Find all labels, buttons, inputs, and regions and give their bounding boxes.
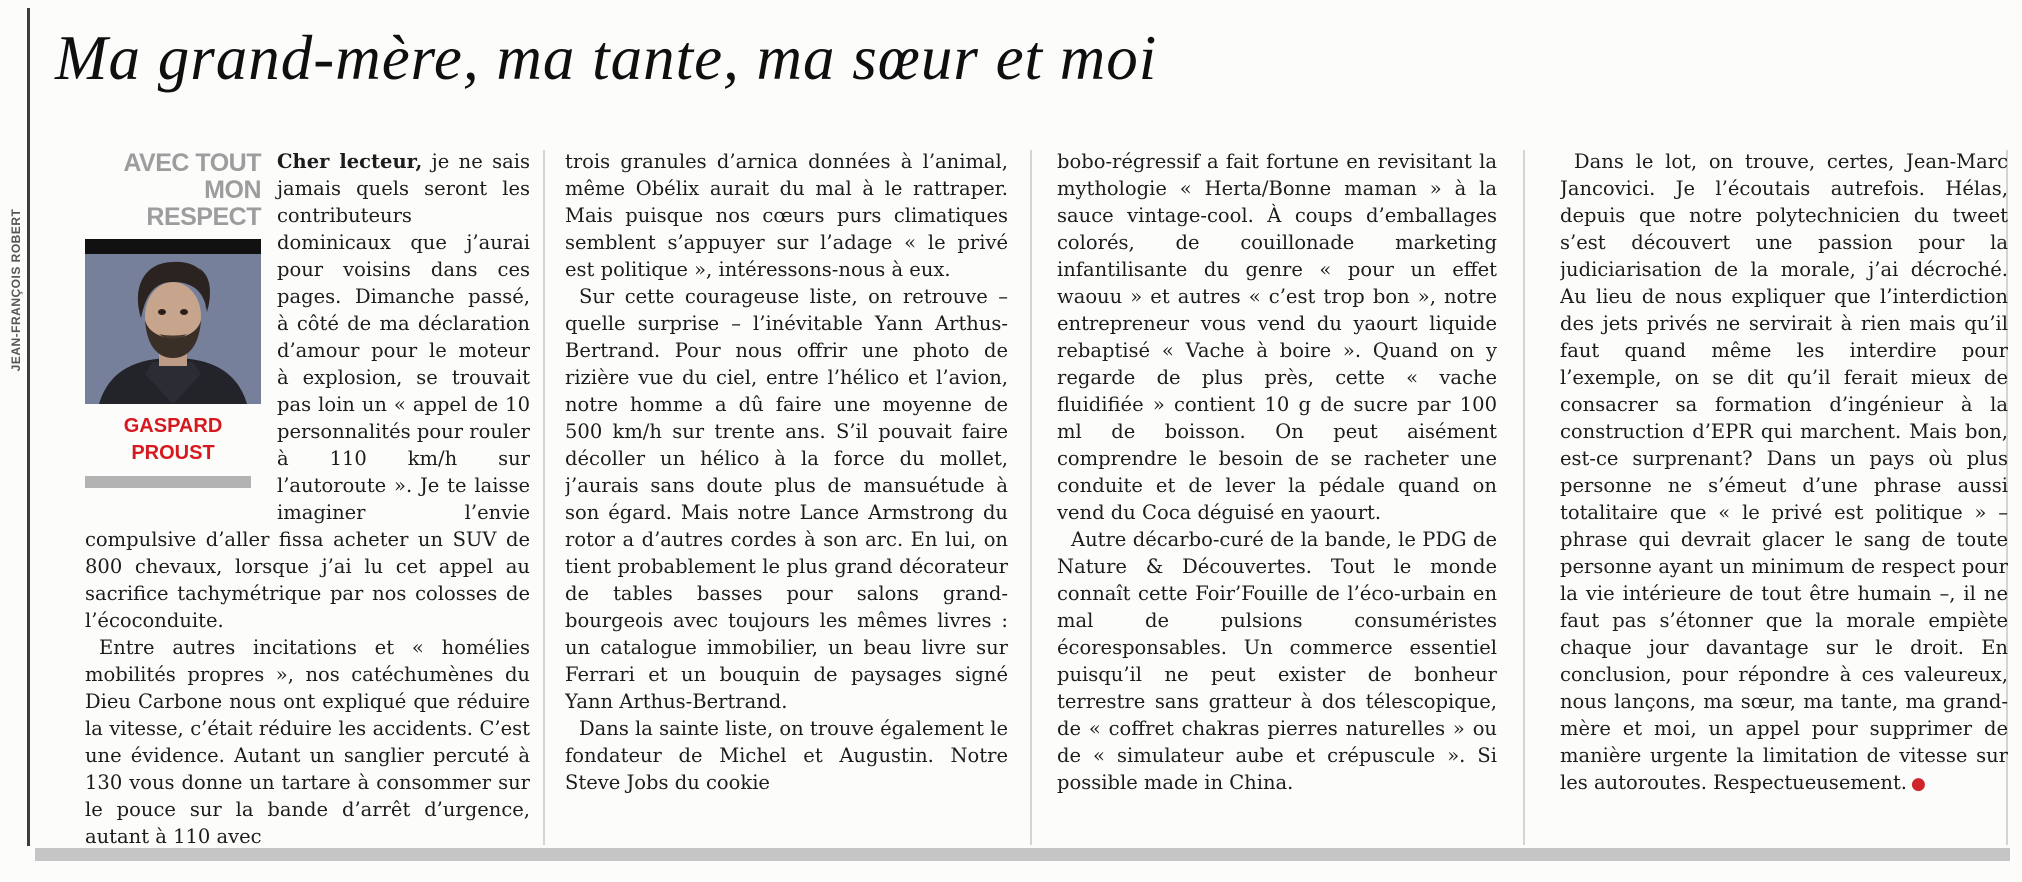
paragraph: trois granules d’arnica données à l’animal, même Obélix aurait du mal à le rattraper. Mais puisque nos cœurs purs climatiques semblent s’appuyer sur l’adage « le privé est politique », intéressons-nous à eux.: [565, 150, 1008, 281]
paragraph: Sur cette courageuse liste, on retrouve – quelle surprise – l’inévitable Yann Arthus-Bertrand. Pour nous offrir une photo de rizière vue du ciel, entre l’hélico et l’avion, notre homme a dû faire une moyenne de 500 km/h sur trente ans. S’il pouvait faire décoller un hélico à la force du mollet, j’aurais sans doute plus de mansuétude à son égard. Mais notre Lance Armstrong du rotor a d’autres cordes à son arc. En lui, on tient probablement le plus grand décorateur de tables basses pour salons grand-bourgeois avec toujours les mêmes livres : un catalogue immobilier, un beau livre sur Ferrari et un bouquin de paysages signé Yann Arthus-Bertrand.: [565, 285, 1008, 713]
photo-credit: JEAN-FRANÇOIS ROBERT: [9, 208, 23, 372]
article-column-1: [85, 148, 530, 848]
article-column-3: [1057, 148, 1497, 848]
paragraph: [1560, 148, 2008, 798]
article-title: Ma grand-mère, ma tante, ma sœur et moi: [55, 23, 1158, 93]
paragraph-text: je ne sais jamais quels seront les contributeurs dominicaux que j’aurai pour voisins dans ces pages. Dimanche passé, à côté de ma déclaration d’amour pour le moteur à explosion, se trouvait pas loin un « appel de 10 personnalités pour rouler à 110 km/h sur l’autoroute ». Je te laisse imaginer l’envie compulsive d’aller fissa acheter un SUV de 800 chevaux, lorsque j’ai lu cet appel au sacrifice tachymétrique par nos colosses de l’écoconduite.: [85, 150, 530, 632]
photo-top-bar: [85, 239, 261, 254]
column-divider-3: [1523, 150, 1525, 845]
column-divider-1: [543, 150, 545, 845]
paragraph-lead: Cher lecteur,: [277, 150, 423, 173]
author-block: [85, 148, 261, 500]
paragraph-text: Dans le lot, on trouve, certes, Jean-Marc Jancovici. Je l’écoutais autrefois. Hélas, depuis que notre polytechnicien du tweet s’est découvert une passion pour la judiciarisation de la morale, j’ai décroché. Au lieu de nous expliquer que l’interdiction des jets privés ne servirait à rien mais qu’il faut quand même les interdire pour l’exemple, on se dit qu’il ferait mieux de consacrer sa formation d’ingénieur à la construction d’EPR qui marchent. Mais bon, est-ce surprenant? Dans un pays où plus personne ne s’émeut d’une phrase aussi totalitaire que « le privé est politique » – phrase qui devrait glacer le sang de toute personne ayant un minimum de respect pour la vie intérieure de tout être humain –, il ne faut pas s’étonner que la morale empiète chaque jour davantage sur le droit. En conclusion, pour répondre à ces valeureux, nous lançons, ma sœur, ma tante, ma grand-mère et moi, un appel pour supprimer de manière urgente la limitation de vitesse sur les autoroutes. Respectueusement.: [1560, 150, 2008, 794]
left-vertical-rule: [27, 8, 30, 846]
paragraph: Autre décarbo-curé de la bande, le PDG de Nature & Découvertes. Tout le monde connaît cette Foir’Fouille de l’éco-urbain en mal de pulsions consuméristes écoresponsables. Un commerce essentiel puisqu’il ne peut exister de bonheur terrestre sans gratteur à dos télescopique, de « coffret chakras pierres naturelles » ou de « simulateur aube et crépuscule ». Si possible made in China.: [1057, 528, 1497, 794]
column-kicker: [85, 150, 261, 231]
gray-stripe: [85, 476, 251, 488]
author-name: GASPARD PROUST: [123, 415, 223, 464]
bottom-separator-bar: [35, 848, 2010, 861]
paragraph: Entre autres incitations et « homélies mobilités propres », nos catéchumènes du Dieu Carbone nous ont expliqué que réduire la vitesse, c’était réduire les accidents. C’est une évidence. Autant un sanglier percuté à 130 vous donne un tartare à consommer sur le pouce sur la bande d’arrêt d’urgence, autant à 110 avec: [85, 636, 530, 848]
column-divider-2: [1030, 150, 1032, 845]
article-column-2: [565, 148, 1008, 848]
author-photo: [85, 239, 261, 404]
article-column-4: [1560, 148, 2008, 848]
end-of-article-dot: ●: [1910, 774, 1926, 794]
kicker-line-2: MON RESPECT: [146, 176, 261, 231]
kicker-line-1: AVEC TOUT: [123, 149, 261, 177]
author-portrait-illustration: [85, 254, 261, 404]
paragraph: Dans la sainte liste, on trouve également le fondateur de Michel et Augustin. Notre Steve Jobs du cookie: [565, 717, 1008, 794]
paragraph: bobo-régressif a fait fortune en revisitant la mythologie « Herta/Bonne maman » à la sauce vintage-cool. À coups d’emballages colorés, de couillonade marketing infantilisante du genre « pour un effet waouu » et autres « c’est trop bon », notre entrepreneur vous vend du yaourt liquide rebaptisé « Vache à boire ». Quand on y regarde de plus près, cette « vache fluidifiée » contient 10 g de sucre par 100 ml de boisson. On peut aisément comprendre le besoin de se racheter une conduite et de lever la pédale quand on vend du Coca déguisé en yaourt.: [1057, 150, 1497, 524]
